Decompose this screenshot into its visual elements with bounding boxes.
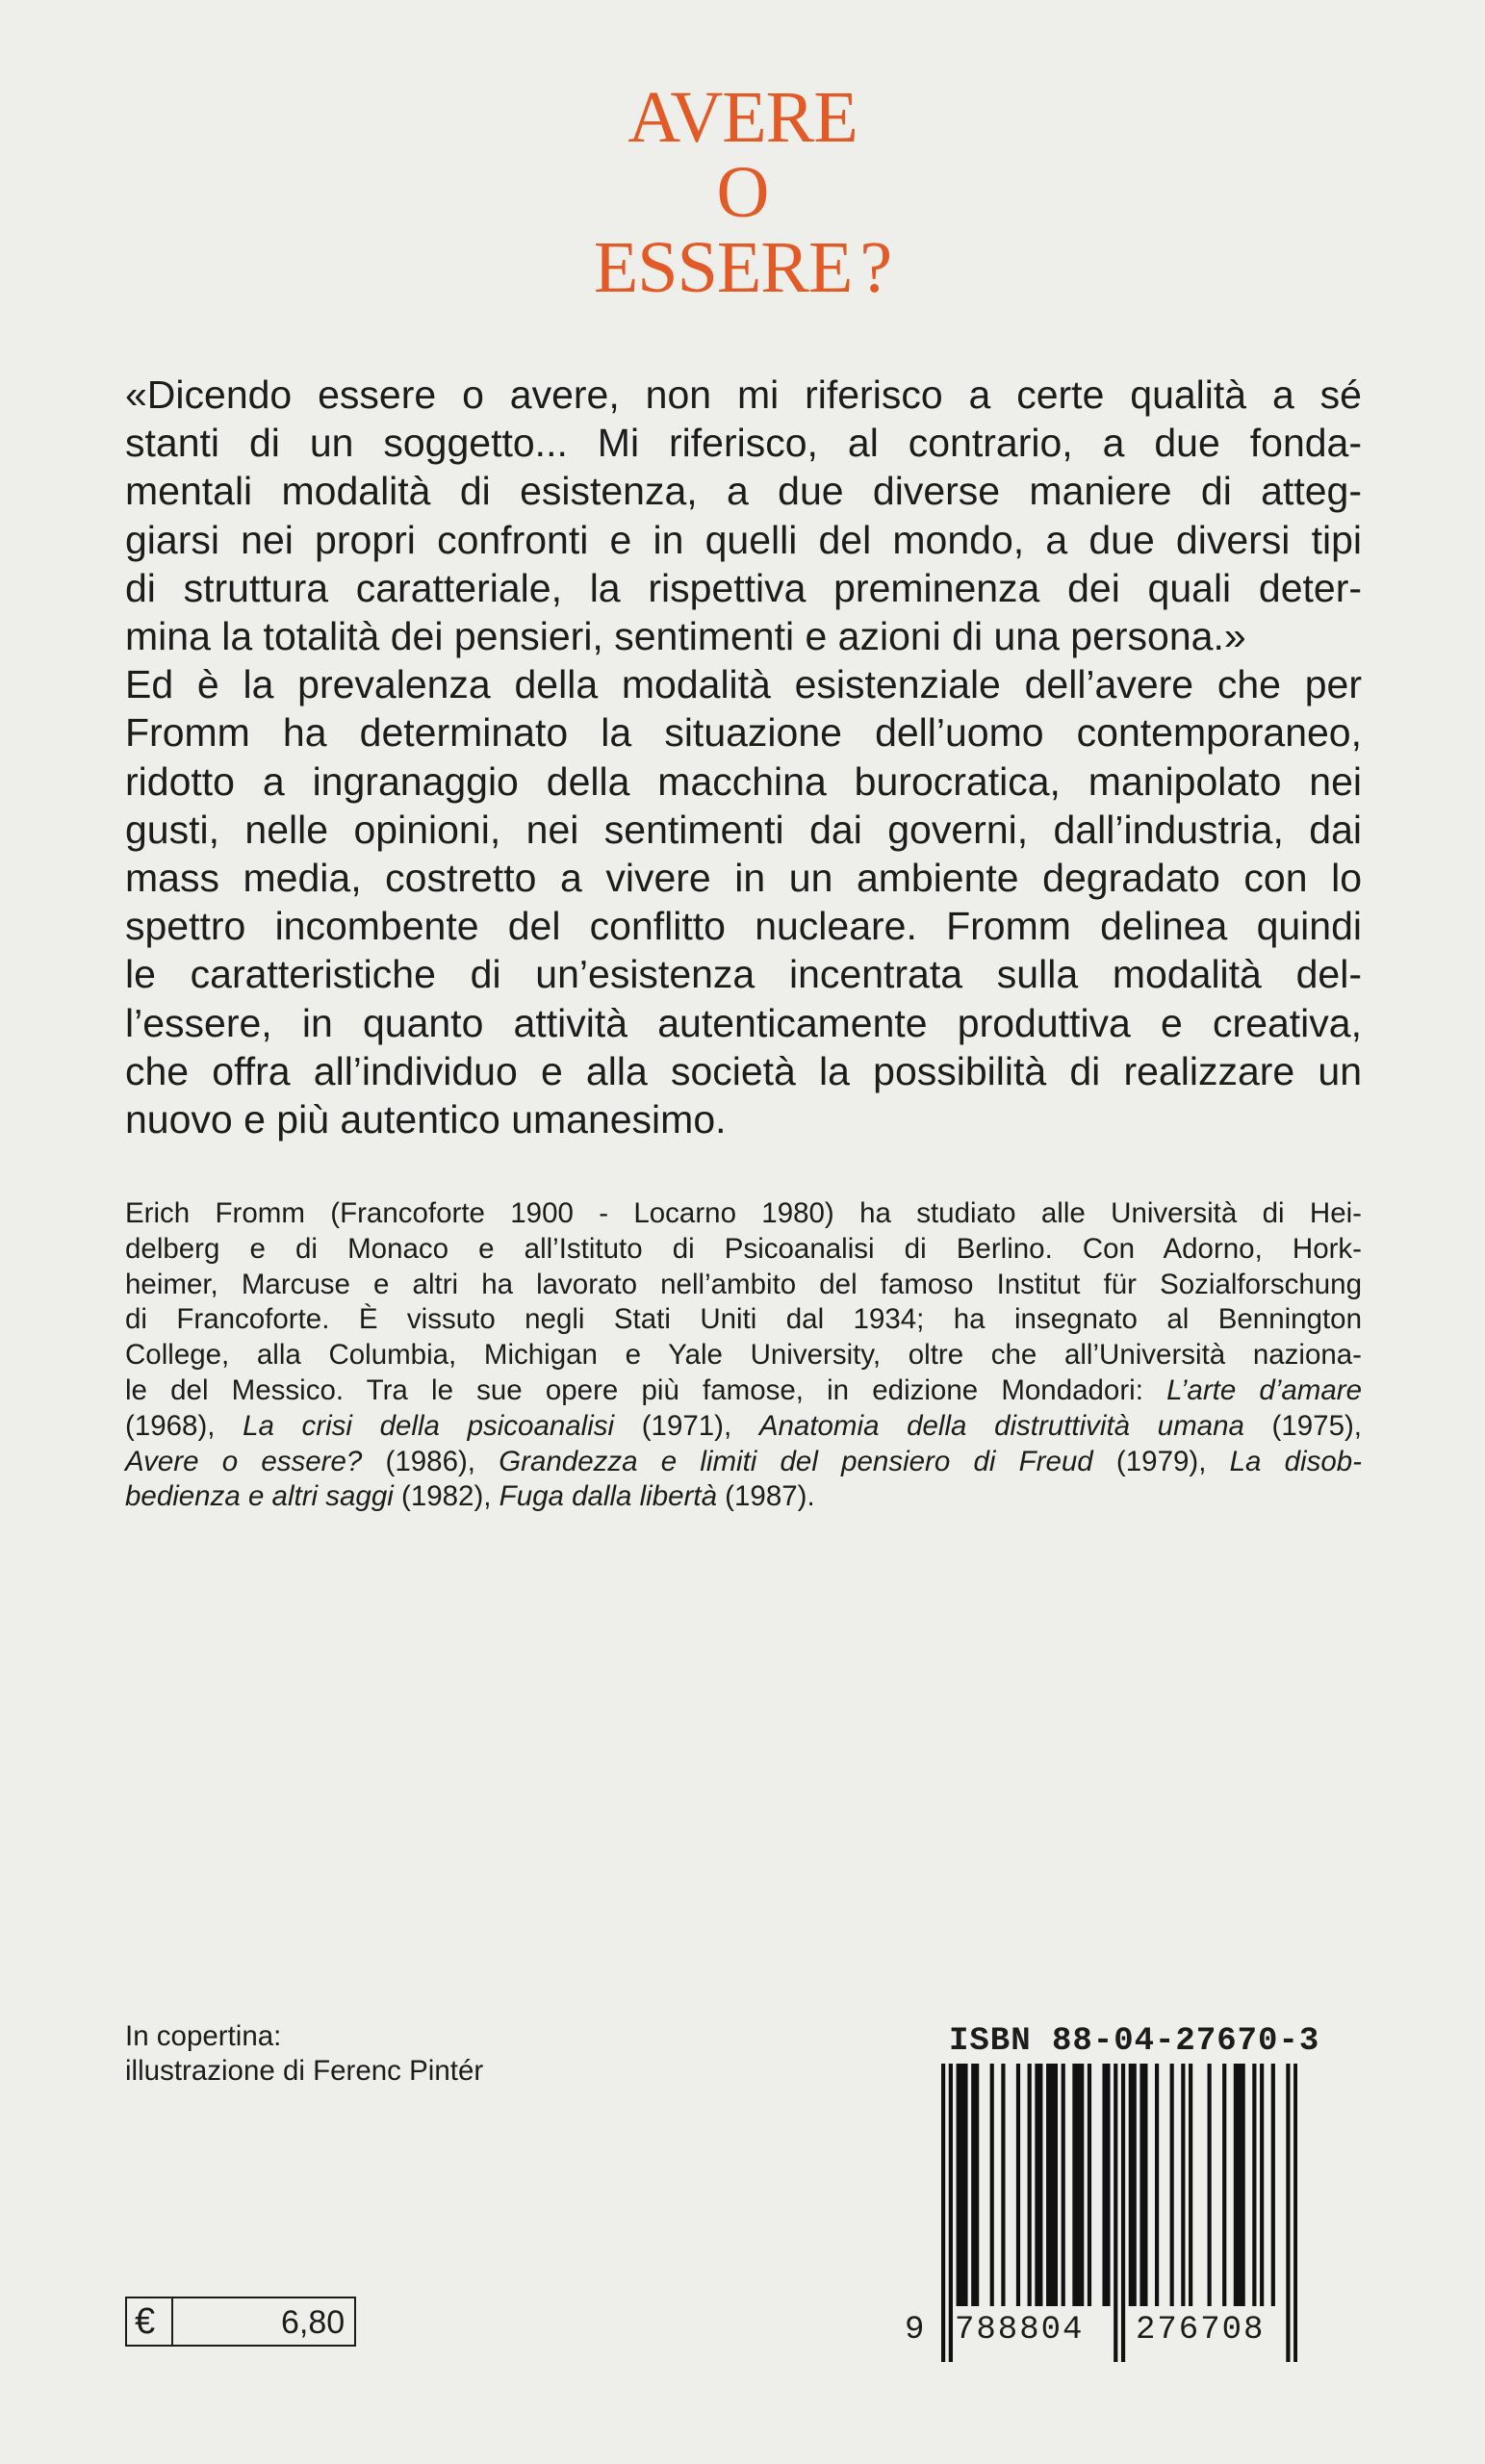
author-bio bbox=[125, 1196, 1362, 1515]
book-title-crisi: La crisi della psicoanalisi bbox=[243, 1409, 615, 1442]
bio-line: delberg e di Monaco e all’Istituto di Psicoanalisi di Berlino. Con Adorno, Hork- bbox=[125, 1232, 1362, 1265]
blurb-line: che offra all’individuo e alla società la possibilità di realizzare un bbox=[125, 1048, 1362, 1093]
blurb-line: giarsi nei propri confronti e in quelli del mondo, a due diversi tipi bbox=[125, 517, 1362, 562]
barcode-bar bbox=[1234, 2064, 1238, 2306]
barcode-bar bbox=[1076, 2064, 1080, 2306]
cover-credit-label: In copertina: bbox=[125, 2020, 282, 2052]
blurb-line: mass media, costretto a vivere in un ambiente degradato con lo bbox=[125, 856, 1362, 901]
bio-text: (1979), bbox=[1092, 1445, 1230, 1477]
barcode-bar bbox=[1054, 2064, 1058, 2306]
barcode-bar bbox=[1139, 2064, 1143, 2306]
blurb-line: gusti, nelle opinioni, nei sentimenti dai governi, dall’industria, dai bbox=[125, 807, 1362, 852]
barcode-bar bbox=[1088, 2064, 1091, 2306]
barcode-bar bbox=[1072, 2064, 1076, 2306]
price-divider bbox=[171, 2298, 173, 2345]
barcode-bar bbox=[1170, 2064, 1174, 2306]
blurb-line: «Dicendo essere o avere, non mi riferisco a certe qualità a sé bbox=[125, 372, 1362, 417]
isbn-label: ISBN 88-04-27670-3 bbox=[949, 2023, 1320, 2060]
blurb-line: l’essere, in quanto attività autenticamente produttiva e creativa, bbox=[125, 1000, 1362, 1045]
barcode-bar bbox=[1129, 2064, 1133, 2306]
barcode-bar bbox=[990, 2064, 994, 2306]
barcode-bar bbox=[1242, 2064, 1245, 2306]
blurb-line: Ed è la prevalenza della modalità esistenziale dell’avere che per bbox=[125, 662, 1362, 707]
book-title bbox=[0, 77, 1485, 308]
barcode-bar bbox=[971, 2064, 975, 2306]
barcode-bar bbox=[1143, 2064, 1147, 2306]
barcode-bar bbox=[1062, 2064, 1065, 2306]
book-title-avere-essere: Avere o essere? bbox=[125, 1445, 363, 1477]
title-question-mark: ? bbox=[859, 227, 892, 308]
title-word-essere: ESSERE bbox=[593, 227, 853, 308]
bio-line: College, alla Columbia, Michigan e Yale University, oltre che all’Università naziona- bbox=[125, 1339, 1362, 1372]
book-title-fuga: Fuga dalla libertà bbox=[499, 1480, 717, 1513]
barcode-bar bbox=[1155, 2064, 1159, 2306]
barcode-bar bbox=[1046, 2064, 1050, 2306]
barcode-bar bbox=[1222, 2064, 1226, 2306]
barcode-bar bbox=[1028, 2064, 1032, 2306]
barcode-bar bbox=[1271, 2064, 1275, 2306]
barcode-bar bbox=[1133, 2064, 1137, 2306]
blurb-line: nuovo e più autentico umanesimo. bbox=[125, 1097, 727, 1142]
bio-line: di Francoforte. È vissuto negli Stati Uniti dal 1934; ha insegnato al Bennington bbox=[125, 1303, 1362, 1336]
barcode-bar bbox=[949, 2064, 953, 2362]
barcode-bar bbox=[1035, 2064, 1038, 2306]
barcode-bar bbox=[1260, 2064, 1264, 2306]
bio-line bbox=[125, 1373, 1362, 1409]
barcode-bar bbox=[1121, 2064, 1125, 2362]
blurb-line: di struttura caratteriale, la rispettiva preminenza dei quali deter- bbox=[125, 565, 1362, 610]
bio-text: (1975), bbox=[1243, 1409, 1362, 1442]
cover-credit bbox=[125, 2019, 483, 2089]
blurb-line: le caratteristiche di un’esistenza incentrata sulla modalità del- bbox=[125, 952, 1362, 997]
barcode-bar bbox=[1106, 2064, 1110, 2306]
barcode-bar bbox=[1238, 2064, 1242, 2306]
bio-text: (1971), bbox=[614, 1409, 759, 1442]
book-title-arte-amare: L’arte d’amare bbox=[1166, 1373, 1362, 1406]
barcode-bar bbox=[1050, 2064, 1054, 2306]
book-title-anatomia: Anatomia della distruttività umana bbox=[758, 1409, 1244, 1442]
barcode-bar bbox=[1016, 2064, 1020, 2306]
price-value: 6,80 bbox=[281, 2304, 346, 2341]
barcode-bar bbox=[960, 2064, 963, 2306]
blurb-paragraph bbox=[125, 371, 1362, 1143]
bio-line: Erich Fromm (Francoforte 1900 - Locarno 1980) ha studiato alle Università di Hei- bbox=[125, 1197, 1362, 1229]
bio-line bbox=[125, 1445, 1362, 1480]
bio-text: (1968), bbox=[125, 1409, 243, 1442]
barcode-bar bbox=[1252, 2064, 1256, 2306]
title-line-3 bbox=[0, 227, 1485, 308]
bio-text: le del Messico. Tra le sue opere più famose, in edizione Mondadori: bbox=[125, 1373, 1167, 1406]
barcode-bar bbox=[975, 2064, 979, 2306]
barcode-bar bbox=[1293, 2064, 1297, 2362]
barcode-bar bbox=[1001, 2064, 1005, 2306]
blurb-line: mina la totalità dei pensieri, sentimenti e azioni di una persona.» bbox=[125, 614, 1246, 659]
book-title-disobbedienza: La disob- bbox=[1229, 1445, 1362, 1477]
blurb-line: Fromm ha determinato la situazione dell’uomo contemporaneo, bbox=[125, 710, 1362, 756]
barcode-bar bbox=[941, 2064, 945, 2362]
barcode-digit-first: 9 bbox=[905, 2312, 925, 2348]
barcode-bar bbox=[1114, 2064, 1117, 2362]
barcode-bar bbox=[963, 2064, 967, 2306]
cover-credit-artist: illustrazione di Ferenc Pintér bbox=[125, 2055, 484, 2087]
barcode-bar bbox=[1181, 2064, 1185, 2306]
book-title-grandezza: Grandezza e limiti del pensiero di Freud bbox=[499, 1445, 1093, 1477]
title-line-2: O bbox=[716, 152, 769, 233]
blurb-line: spettro incombente del conflitto nucleare. Fromm delinea quindi bbox=[125, 904, 1362, 949]
barcode-bar bbox=[1286, 2064, 1290, 2362]
bio-text: (1982), bbox=[393, 1480, 499, 1513]
title-line-1: AVERE bbox=[627, 77, 858, 158]
barcode-bar bbox=[1189, 2064, 1192, 2306]
barcode-bar bbox=[1080, 2064, 1084, 2306]
barcode-bar bbox=[1208, 2064, 1212, 2306]
blurb-line: ridotto a ingranaggio della macchina burocratica, manipolato nei bbox=[125, 758, 1362, 804]
barcode-bar bbox=[1102, 2064, 1106, 2306]
bio-text: (1987). bbox=[716, 1480, 815, 1513]
bio-text: (1986), bbox=[362, 1445, 499, 1477]
bio-line bbox=[125, 1479, 1362, 1515]
price-box bbox=[125, 2297, 356, 2347]
book-title-disobbedienza-cont: bedienza e altri saggi bbox=[125, 1480, 394, 1513]
bio-line bbox=[125, 1409, 1362, 1445]
blurb-line: mentali modalità di esistenza, a due diverse maniere di atteg- bbox=[125, 469, 1362, 514]
blurb-line: stanti di un soggetto... Mi riferisco, al contrario, a due fonda- bbox=[125, 421, 1362, 466]
euro-sign: € bbox=[135, 2301, 156, 2342]
barcode-bar bbox=[957, 2064, 960, 2306]
barcode-bar bbox=[1038, 2064, 1042, 2306]
barcode-digits-right: 276708 bbox=[1136, 2312, 1266, 2348]
bio-line: heimer, Marcuse e altri ha lavorato nell’ambito del famoso Institut für Sozialforschung bbox=[125, 1268, 1362, 1300]
barcode-digits-left: 788804 bbox=[955, 2312, 1085, 2348]
